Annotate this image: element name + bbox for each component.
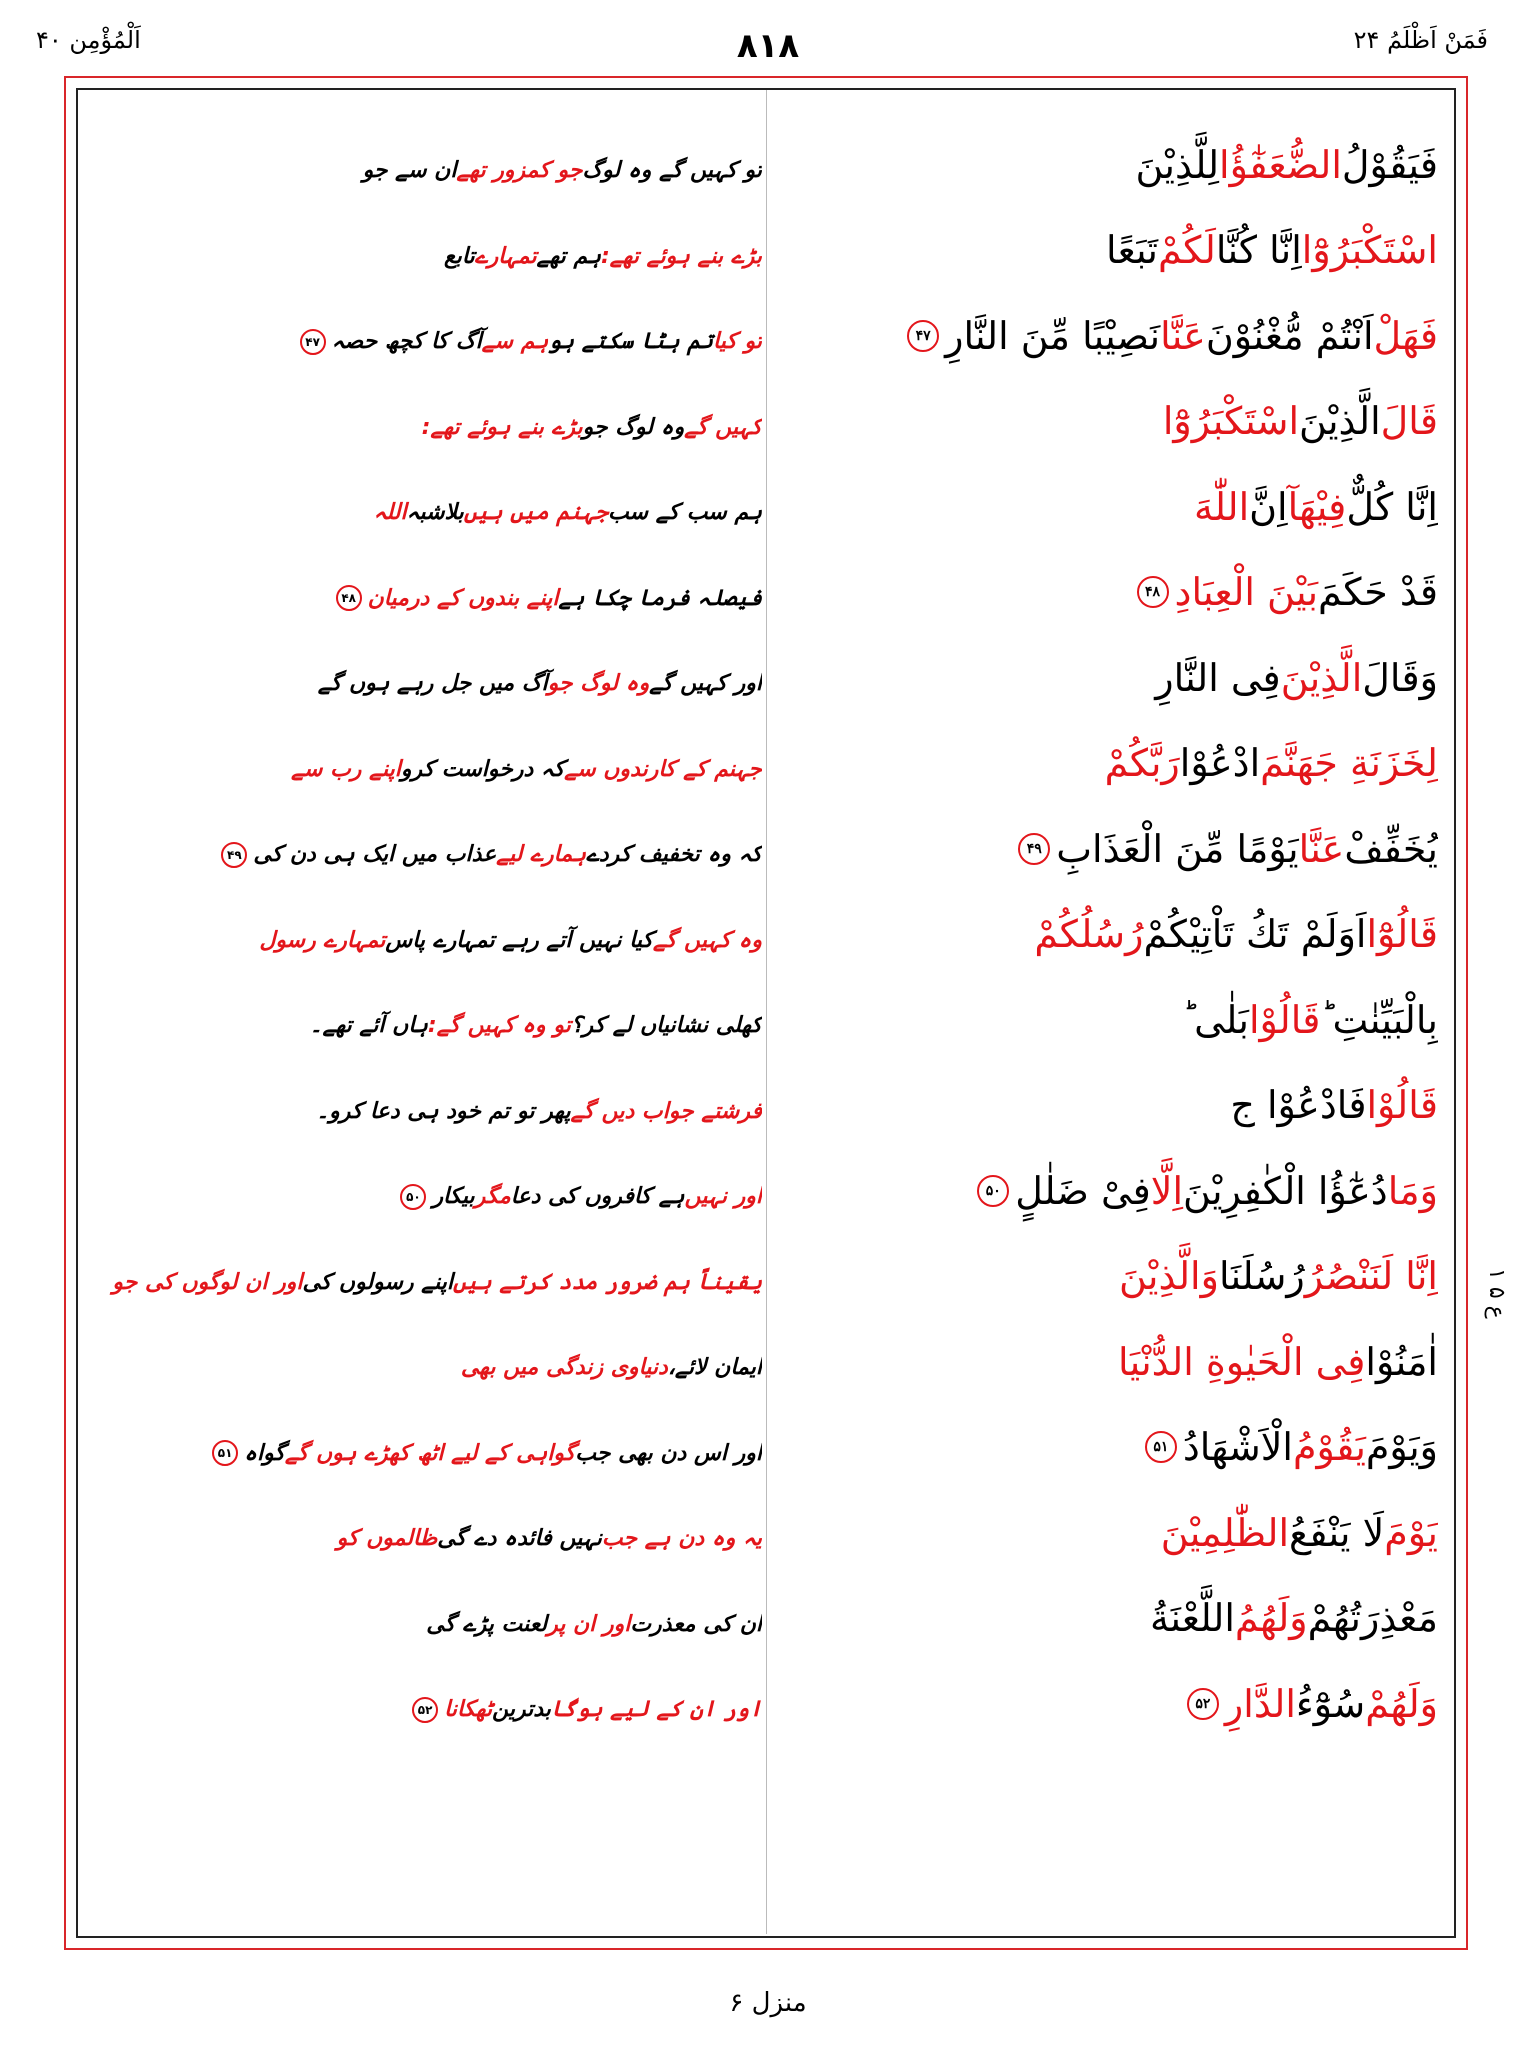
- urdu-line: [82, 1667, 762, 1753]
- ayah-number-marker: ۵۰: [977, 1175, 1009, 1207]
- urdu-segment: ظالموں کو: [336, 1526, 438, 1552]
- arabic-segment: اٰمَنُوْا: [1365, 1339, 1438, 1384]
- urdu-segment: تمہارے رسول: [259, 927, 386, 953]
- arabic-segment: بَلٰى ؕ: [1182, 997, 1249, 1042]
- urdu-segment: مگر: [474, 1184, 511, 1210]
- urdu-segment: ہم سب کے سب: [608, 500, 762, 526]
- surah-name-header: اَلْمُؤْمِن ۴۰: [36, 26, 141, 54]
- urdu-segment: وہ کہیں گے: [653, 927, 762, 953]
- urdu-segment: نہیں فائدہ دے گی: [437, 1526, 602, 1552]
- ayah-number-marker: ۵۰: [400, 1184, 426, 1210]
- arabic-line: [778, 293, 1438, 379]
- arabic-line: [778, 379, 1438, 465]
- arabic-segment: عَنَّا: [1298, 826, 1345, 871]
- arabic-segment: لَا يَنْفَعُ: [1289, 1510, 1385, 1555]
- ayah-number-marker: ۵۲: [1187, 1688, 1219, 1720]
- arabic-line: [778, 806, 1438, 892]
- urdu-segment: اللہ: [373, 500, 407, 526]
- arabic-line: [778, 977, 1438, 1063]
- urdu-segment: اور ان لوگوں کی جو: [112, 1269, 303, 1295]
- ayah-number-marker: ۵۱: [212, 1440, 238, 1466]
- urdu-segment: تو وہ کہیں گے:: [427, 1013, 571, 1039]
- arabic-segment: قَدْ حَكَمَ: [1318, 570, 1438, 615]
- arabic-segment: الْاَشْهَادُ: [1182, 1425, 1293, 1470]
- arabic-segment: يَقُوْمُ: [1292, 1425, 1366, 1470]
- arabic-line: [778, 122, 1438, 208]
- urdu-segment: اور ان پر: [547, 1611, 631, 1637]
- urdu-segment: بدترین: [492, 1697, 551, 1723]
- arabic-segment: دُعٰٓؤُا الْكٰفِرِيْنَ: [1183, 1168, 1388, 1213]
- arabic-segment: نَصِيْبًا مِّنَ النَّارِ: [945, 313, 1161, 358]
- ayah-number-marker: ۴۸: [1137, 576, 1169, 608]
- arabic-segment: وَقَالَ: [1362, 655, 1438, 700]
- arabic-segment: رُسُلُكُمْ: [1034, 912, 1144, 957]
- urdu-line: [82, 470, 762, 556]
- urdu-segment: ہمارے لیے: [496, 842, 586, 868]
- arabic-segment: فِى النَّارِ: [1155, 655, 1281, 700]
- urdu-segment: فرشتے جواب دیں گے: [570, 1098, 762, 1124]
- arabic-line: [778, 635, 1438, 721]
- urdu-translation-column: [82, 128, 762, 1753]
- arabic-segment: اللَّعْنَةُ: [1150, 1596, 1235, 1641]
- arabic-segment: فَهَلْ: [1373, 313, 1438, 358]
- arabic-segment: فِىْ ضَلٰلٍ: [1015, 1168, 1151, 1213]
- urdu-segment: یہ وہ دن ہے جب: [601, 1526, 762, 1552]
- urdu-line: [82, 1240, 762, 1326]
- arabic-segment: اسْتَكْبَرُوْٓا: [1301, 228, 1438, 273]
- arabic-segment: سُوْٓءُ: [1295, 1681, 1366, 1726]
- urdu-segment: ہاں آئے تھے۔: [309, 1013, 428, 1039]
- urdu-segment: گواہ: [244, 1440, 285, 1466]
- urdu-segment: ان کی معذرت: [630, 1611, 762, 1637]
- arabic-line: [778, 1319, 1438, 1405]
- urdu-segment: دنیاوی زندگی میں بھی: [460, 1355, 668, 1381]
- arabic-segment: فَيَقُوْلُ: [1341, 142, 1438, 187]
- arabic-segment: وَالَّذِيْنَ: [1119, 1254, 1219, 1299]
- arabic-segment: بَيْنَ الْعِبَادِ: [1174, 570, 1319, 615]
- urdu-segment: تابع: [444, 243, 475, 269]
- ayah-number-marker: ۴۸: [336, 585, 362, 611]
- ayah-number-marker: ۴۷: [907, 320, 939, 352]
- urdu-segment: بیکار: [432, 1184, 475, 1210]
- arabic-segment: يُخَفِّفْ: [1344, 826, 1438, 871]
- urdu-segment: تمہارے: [474, 243, 537, 269]
- urdu-segment: اور کہیں گے: [649, 671, 762, 697]
- arabic-line: [778, 1234, 1438, 1320]
- ruku-mark: ع ۵ ۱: [1484, 1268, 1509, 1319]
- column-divider: [766, 90, 767, 1934]
- arabic-segment: قَالُوْا: [1248, 997, 1321, 1042]
- urdu-segment: یقیناً ہم ضرور مدد کرتے ہیں: [453, 1269, 762, 1295]
- arabic-segment: اِنَّا كُنَّا: [1215, 228, 1302, 273]
- urdu-line: [82, 812, 762, 898]
- urdu-line: [82, 727, 762, 813]
- urdu-segment: ایمان لائے،: [667, 1355, 762, 1381]
- arabic-segment: وَلَهُمْ: [1365, 1681, 1438, 1726]
- arabic-segment: وَيَوْمَ: [1365, 1425, 1438, 1470]
- arabic-segment: لِخَزَنَةِ جَهَنَّمَ: [1260, 741, 1438, 786]
- arabic-line: [778, 1405, 1438, 1491]
- urdu-segment: ہے کافروں کی دعا: [510, 1184, 685, 1210]
- arabic-segment: الضُّعَفٰٓؤُا: [1219, 142, 1342, 187]
- arabic-text-column: [778, 122, 1438, 1747]
- arabic-segment: يَوْمًا مِّنَ الْعَذَابِ: [1056, 826, 1299, 871]
- ayah-number-marker: ۴۷: [300, 329, 326, 355]
- urdu-segment: اور ان کے لیے ہوگا: [550, 1697, 762, 1723]
- arabic-segment: اِلَّا: [1150, 1168, 1184, 1213]
- urdu-segment: عذاب میں ایک ہی دن کی: [253, 842, 497, 868]
- urdu-segment: وہ لوگ جو: [582, 414, 685, 440]
- page-number: ۸۱۸: [736, 26, 800, 66]
- urdu-segment: اپنے رسولوں کی: [302, 1269, 453, 1295]
- urdu-segment: آگ میں جل رہے ہوں گے: [317, 671, 548, 697]
- arabic-segment: الَّذِيْنَ: [1299, 399, 1381, 444]
- arabic-segment: الدَّارِ: [1224, 1681, 1296, 1726]
- arabic-segment: مَعْذِرَتُهُمْ: [1307, 1596, 1438, 1641]
- urdu-line: [82, 1582, 762, 1668]
- urdu-segment: بڑے بنے ہوئے تھے:: [600, 243, 762, 269]
- urdu-line: [82, 898, 762, 984]
- arabic-segment: بِالْبَيِّنٰتِ ؕ: [1320, 997, 1438, 1042]
- arabic-segment: رُسُلَنَا: [1218, 1254, 1305, 1299]
- urdu-line: [82, 214, 762, 300]
- arabic-line: [778, 721, 1438, 807]
- urdu-segment: گواہی کے لیے اٹھ کھڑے ہوں گے: [284, 1440, 576, 1466]
- urdu-segment: ان سے جو: [362, 158, 457, 184]
- arabic-segment: فَادْعُوْا ج: [1230, 1083, 1367, 1128]
- urdu-segment: اپنے رب سے: [291, 756, 401, 782]
- arabic-segment: اسْتَكْبَرُوْٓا: [1162, 399, 1300, 444]
- arabic-segment: اِنَّ: [1249, 484, 1288, 529]
- arabic-line: [778, 1490, 1438, 1576]
- ayah-number-marker: ۴۹: [1018, 833, 1050, 865]
- urdu-segment: تو کیا: [713, 329, 762, 355]
- arabic-segment: قَالَ: [1380, 399, 1438, 444]
- urdu-segment: جو کمزور تھے: [456, 158, 583, 184]
- urdu-line: [82, 556, 762, 642]
- urdu-segment: بڑے بنے ہوئے تھے:: [421, 414, 583, 440]
- arabic-segment: اَنْتُمْ مُّغْنُوْنَ: [1205, 313, 1374, 358]
- arabic-segment: فِى الْحَيٰوةِ الدُّنْيَا: [1118, 1339, 1366, 1384]
- manzil-footer: منزل ۶: [729, 1988, 807, 2018]
- juz-name-header: فَمَنْ اَظْلَمُ ۲۴: [1353, 26, 1488, 54]
- urdu-line: [82, 1154, 762, 1240]
- urdu-segment: کھلی نشانیاں لے کر؟: [570, 1013, 762, 1039]
- urdu-segment: ٹھکانا: [444, 1697, 493, 1723]
- urdu-line: [82, 1069, 762, 1155]
- urdu-segment: تم ہٹا سکتے ہو: [548, 329, 714, 355]
- arabic-segment: عَنَّا: [1160, 313, 1206, 358]
- arabic-segment: الظّٰلِمِيْنَ: [1160, 1510, 1290, 1555]
- urdu-segment: تو کہیں گے وہ لوگ: [582, 158, 762, 184]
- arabic-segment: ادْعُوْا: [1179, 741, 1261, 786]
- urdu-segment: اپنے بندوں کے درمیان: [367, 585, 559, 611]
- ayah-number-marker: ۴۹: [221, 842, 247, 868]
- arabic-segment: اِنَّا لَنَنْصُرُ: [1304, 1254, 1438, 1299]
- arabic-segment: الَّذِيْنَ: [1280, 655, 1363, 700]
- arabic-segment: لَكُمْ: [1158, 228, 1216, 273]
- arabic-line: [778, 892, 1438, 978]
- arabic-segment: قَالُوْا: [1366, 1083, 1438, 1128]
- arabic-segment: لِلَّذِيْنَ: [1135, 142, 1220, 187]
- arabic-segment: اللّٰهَ: [1194, 484, 1250, 529]
- urdu-segment: کہ درخواست کرو: [400, 756, 565, 782]
- arabic-segment: فِيْهَآ: [1287, 484, 1347, 529]
- urdu-segment: پھر تو تم خود ہی دعا کرو۔: [316, 1098, 571, 1124]
- arabic-line: [778, 1576, 1438, 1662]
- urdu-segment: ہم سے: [481, 329, 549, 355]
- urdu-segment: اور اس دن بھی جب: [575, 1440, 762, 1466]
- urdu-segment: وہ لوگ جو: [547, 671, 650, 697]
- urdu-line: [82, 1325, 762, 1411]
- arabic-segment: قَالُوْٓا: [1366, 912, 1438, 957]
- urdu-segment: کہ وہ تخفیف کردے: [585, 842, 762, 868]
- arabic-line: [778, 550, 1438, 636]
- urdu-segment: جہنم میں ہیں: [463, 500, 609, 526]
- arabic-line: [778, 208, 1438, 294]
- urdu-line: [82, 1411, 762, 1497]
- urdu-segment: ہم تھے: [536, 243, 601, 269]
- urdu-segment: لعنت پڑے گی: [426, 1611, 548, 1637]
- urdu-line: [82, 299, 762, 385]
- arabic-segment: وَلَهُمُ: [1234, 1596, 1308, 1641]
- ayah-number-marker: ۵۱: [1145, 1431, 1177, 1463]
- arabic-segment: رَبَّكُمْ: [1104, 741, 1180, 786]
- urdu-line: [82, 983, 762, 1069]
- urdu-segment: فیصلہ فرما چکا ہے: [558, 585, 762, 611]
- urdu-segment: کہیں گے: [684, 414, 762, 440]
- urdu-segment: اور نہیں: [684, 1184, 762, 1210]
- arabic-segment: اِنَّا كُلٌّ: [1346, 484, 1438, 529]
- arabic-line: [778, 464, 1438, 550]
- urdu-line: [82, 128, 762, 214]
- urdu-line: [82, 385, 762, 471]
- arabic-segment: وَمَا: [1387, 1168, 1438, 1213]
- urdu-segment: کیا نہیں آتے رہے تمہارے پاس: [385, 927, 654, 953]
- urdu-line: [82, 1496, 762, 1582]
- arabic-segment: اَوَلَمْ تَكُ تَاْتِيْكُمْ: [1143, 912, 1367, 957]
- urdu-line: [82, 641, 762, 727]
- urdu-segment: جہنم کے کارندوں سے: [564, 756, 762, 782]
- urdu-segment: بلاشبہ: [406, 500, 464, 526]
- arabic-line: [778, 1148, 1438, 1234]
- arabic-line: [778, 1063, 1438, 1149]
- ayah-number-marker: ۵۲: [412, 1697, 438, 1723]
- arabic-segment: يَوْمَ: [1384, 1510, 1438, 1555]
- arabic-line: [778, 1661, 1438, 1747]
- urdu-segment: آگ کا کچھ حصہ: [331, 329, 482, 355]
- arabic-segment: تَبَعًا: [1106, 228, 1158, 273]
